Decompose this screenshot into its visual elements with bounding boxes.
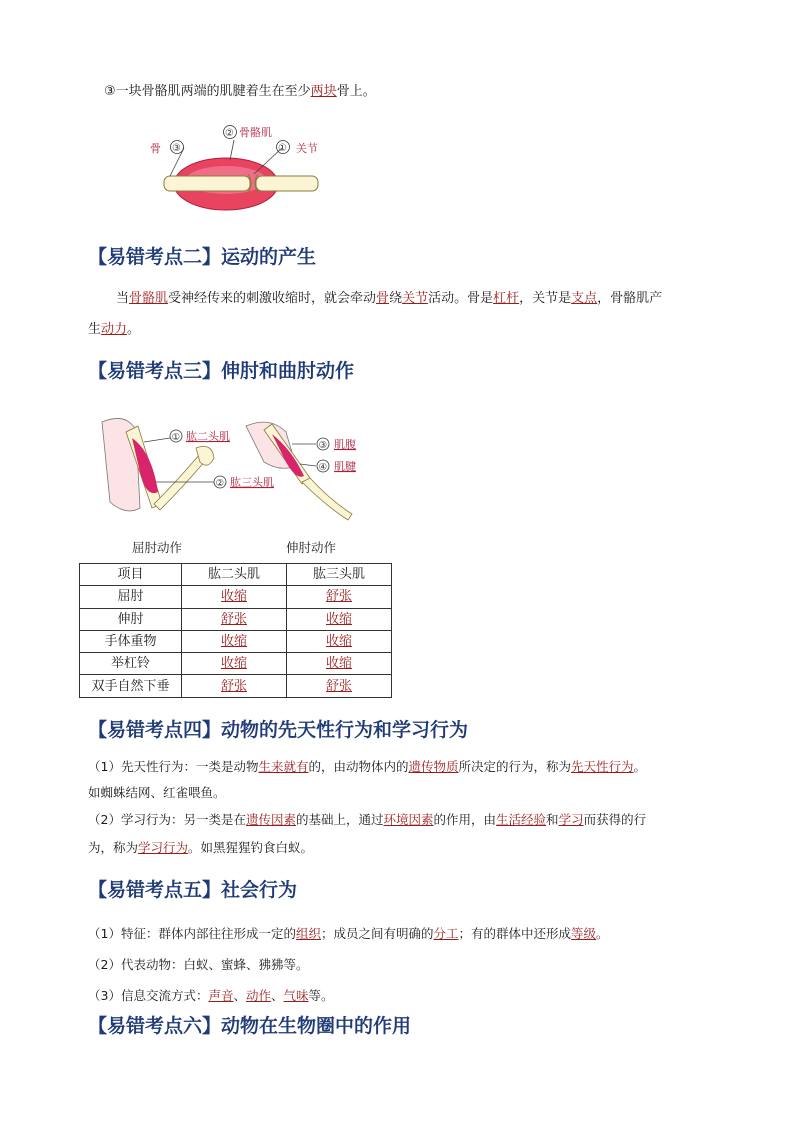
intro-text-end: 骨上。 <box>336 84 376 99</box>
label-joint: 关节 <box>296 142 318 155</box>
elbow-figure <box>96 412 396 532</box>
bone-left <box>164 176 250 191</box>
table-row: 伸肘 舒张 收缩 <box>80 608 392 630</box>
section2-para1: 当骨骼肌受神经传来的刺激收缩时，就会牵动骨绕关节活动。骨是杠杆，关节是支点，骨骼肌产 <box>116 291 663 306</box>
section4-line2: 如蜘蛛结网、红雀喂鱼。 <box>88 785 226 800</box>
section4-line4: 为，称为学习行为。如黑猩猩钓食白蚁。 <box>88 840 314 855</box>
section6-title: 【易错考点六】动物在生物圈中的作用 <box>88 1015 412 1037</box>
svg-text:③: ③ <box>172 143 181 154</box>
section4-line1: （1）先天性行为：一类是动物生来就有的，由动物体内的遗传物质所决定的行为，称为先天性行为。 <box>88 759 647 774</box>
table-row: 双手自然下垂 舒张 舒张 <box>80 675 392 697</box>
section4-line3: （2）学习行为：另一类是在遗传因素的基础上，通过环境因素的作用，由生活经验和学习而获得的行 <box>88 812 647 827</box>
bone-right <box>256 176 318 191</box>
section2-title: 【易错考点二】运动的产生 <box>88 246 317 268</box>
svg-text:②: ② <box>225 128 234 139</box>
label-muscle-belly: 肌腹 <box>334 438 356 451</box>
section5-line1: （1）特征：群体内部往往形成一定的组织；成员之间有明确的分工；有的群体中还形成等级。 <box>88 926 609 941</box>
svg-text:①: ① <box>171 432 181 443</box>
muscle-table <box>79 563 392 698</box>
table-row: 举杠铃 收缩 收缩 <box>80 653 392 675</box>
label-triceps: 肱三头肌 <box>230 476 274 489</box>
svg-text:①: ① <box>278 143 287 154</box>
section5-line3: （3）信息交流方式：声音、动作、气味等。 <box>88 988 334 1003</box>
intro-line <box>104 82 376 102</box>
answer-blank: 两块 <box>310 84 337 99</box>
intro-text: 一块骨骼肌两端的肌腱着生在至少 <box>115 84 311 99</box>
section5-line2: （2）代表动物：白蚁、蜜蜂、狒狒等。 <box>88 957 309 972</box>
svg-text:②: ② <box>215 478 225 489</box>
circle-num: ③ <box>104 84 116 99</box>
caption-extend: 伸肘动作 <box>286 540 337 555</box>
skeletal-muscle-figure <box>130 118 350 218</box>
label-biceps: 肱二头肌 <box>186 430 230 443</box>
svg-text:④: ④ <box>318 462 328 473</box>
svg-text:③: ③ <box>318 440 328 451</box>
section4-title: 【易错考点四】动物的先天性行为和学习行为 <box>88 719 469 741</box>
table-row: 屈肘 收缩 舒张 <box>80 586 392 608</box>
section3-title: 【易错考点三】伸肘和曲肘动作 <box>88 360 355 382</box>
label-tendon: 肌腱 <box>334 460 356 473</box>
section2-para2: 生动力。 <box>88 322 141 337</box>
table-row: 手体重物 收缩 收缩 <box>80 630 392 652</box>
label-bone: 骨 <box>150 142 161 155</box>
caption-flex: 屈肘动作 <box>132 540 183 555</box>
label-muscle: 骨骼肌 <box>239 126 272 139</box>
table-header-row: 项目 肱二头肌 肱三头肌 <box>80 564 392 586</box>
section5-title: 【易错考点五】社会行为 <box>88 879 298 901</box>
forearm-right <box>302 478 352 520</box>
